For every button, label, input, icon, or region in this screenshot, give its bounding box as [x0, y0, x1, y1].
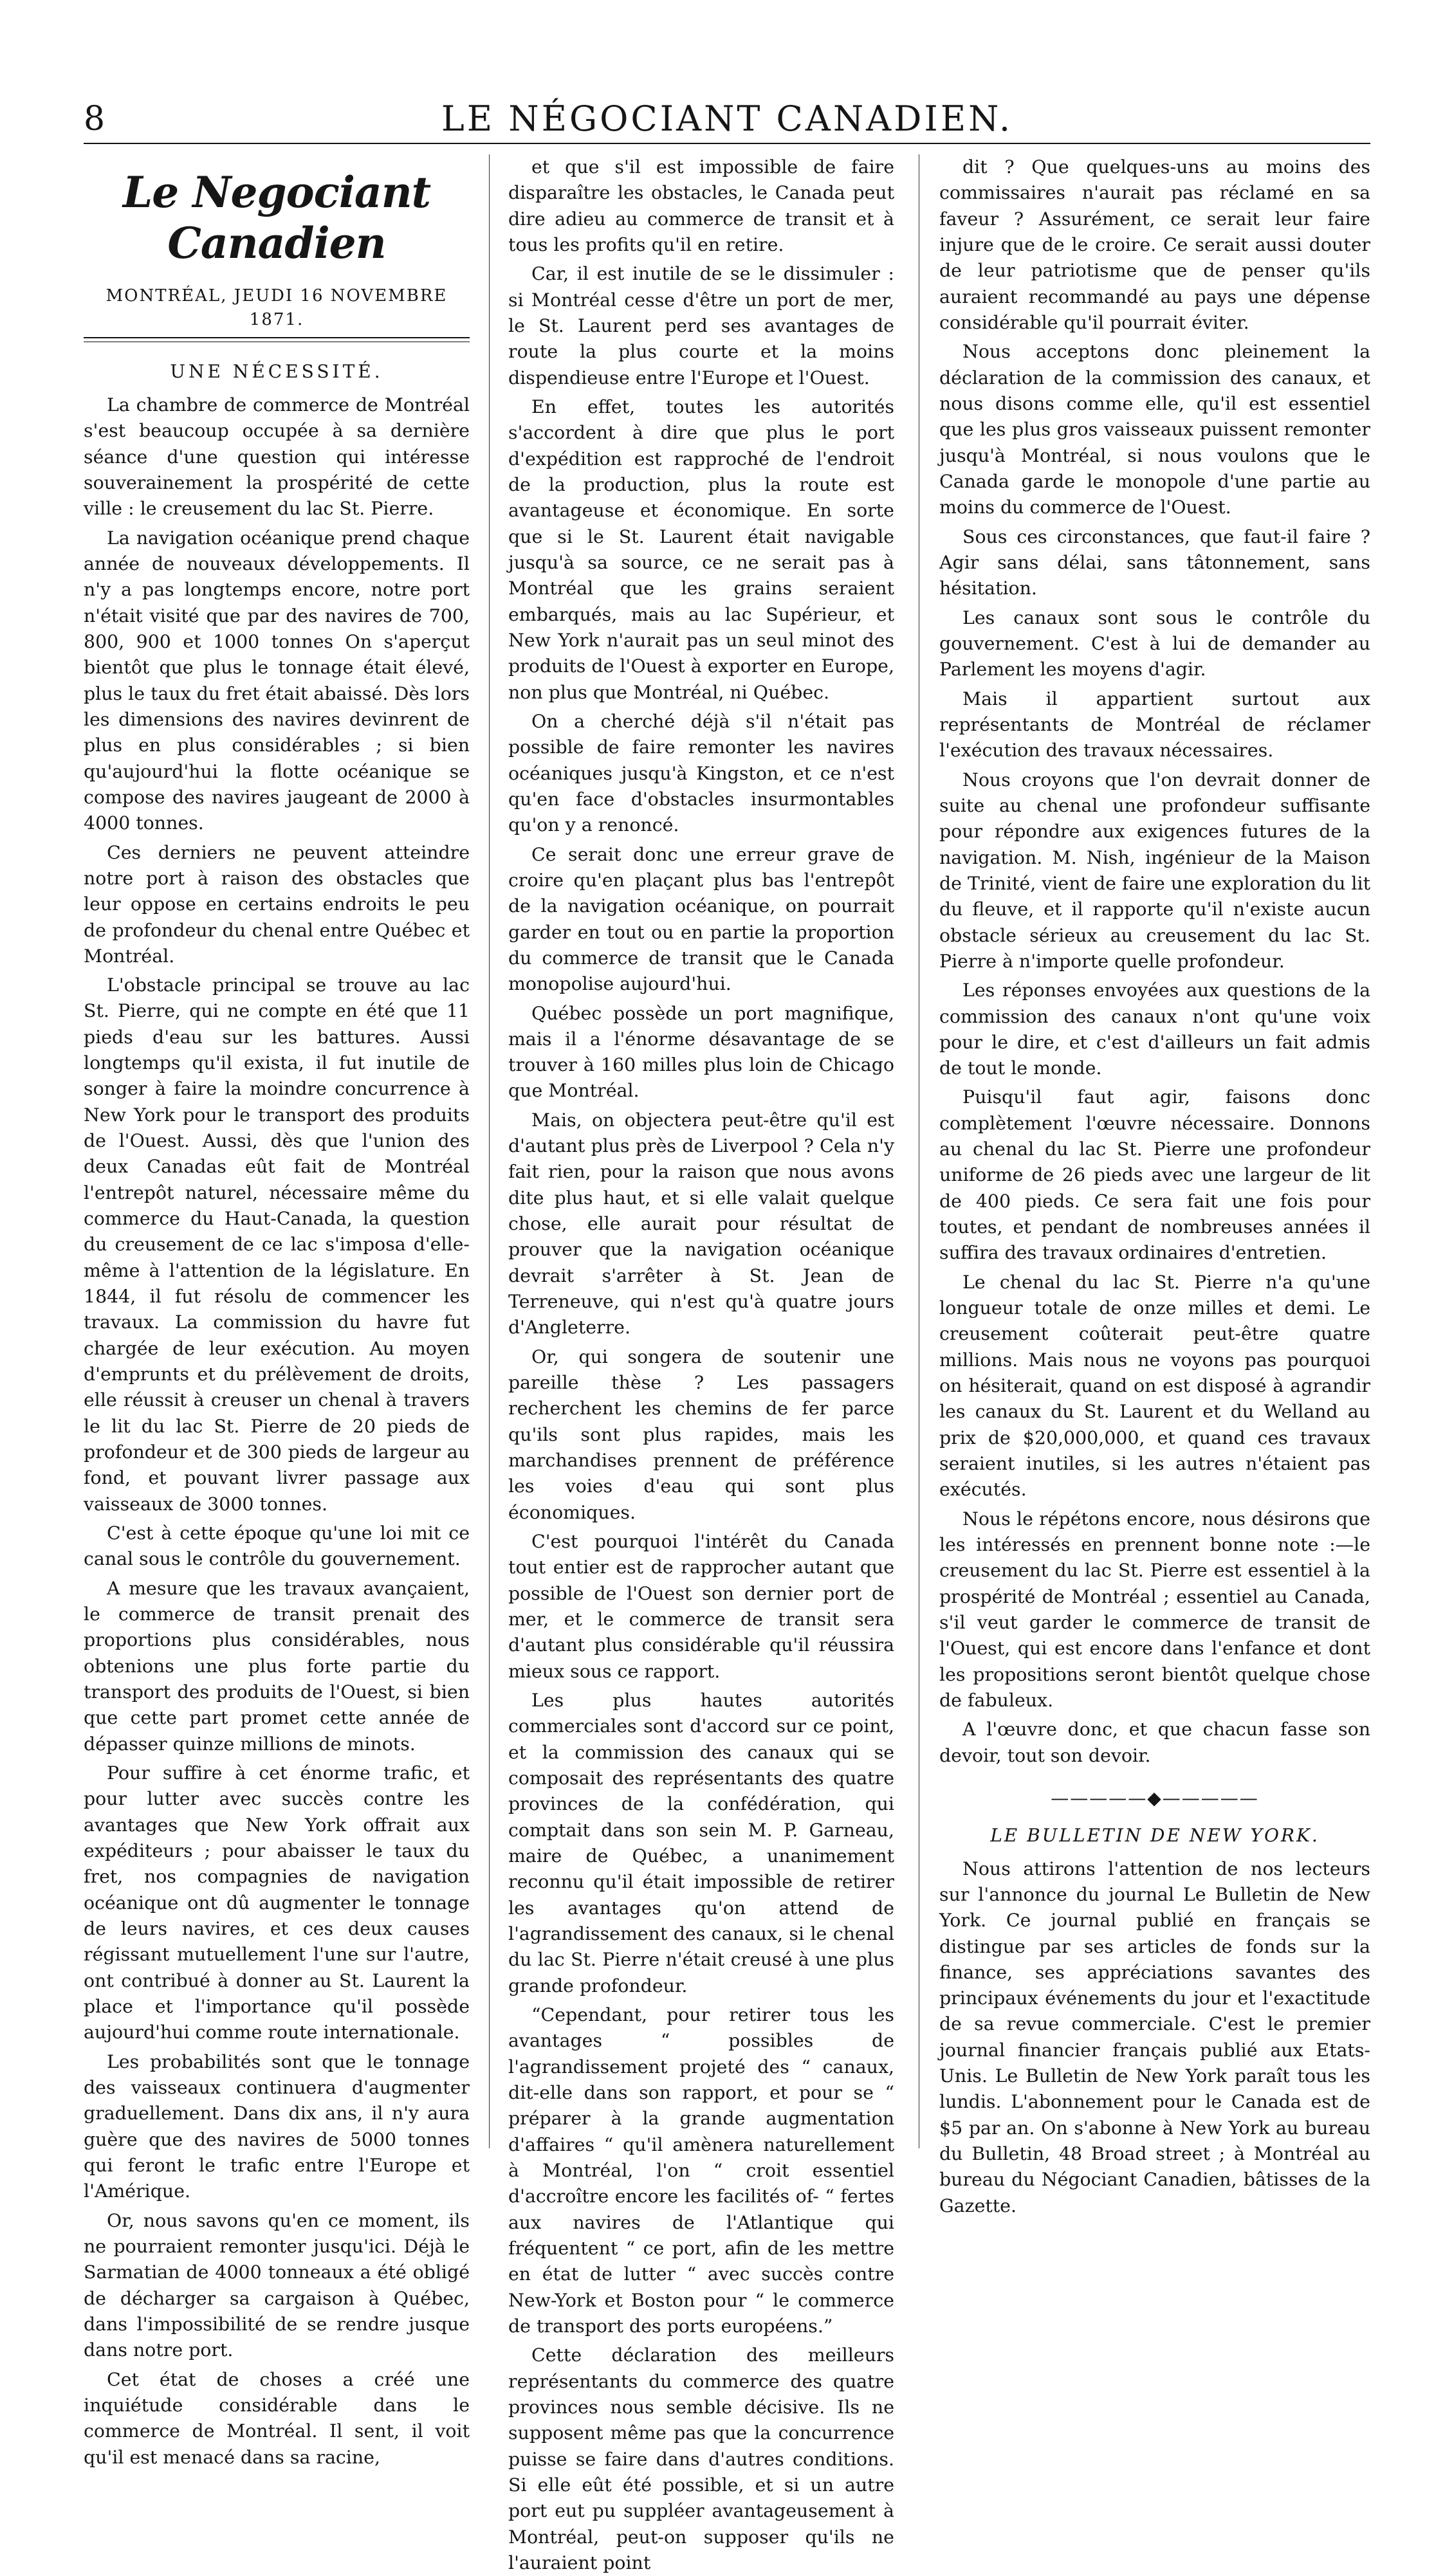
paragraph: Or, nous savons qu'en ce moment, ils ne pourraient remonter jusqu'ici. Déjà le Sarmatian de 4000 tonneaux a été obligé de décharger sa cargaison à Québec, dans l'impossibilité de se rendre jusque dans notre port.: [84, 2209, 470, 2361]
section-divider-ornament: —————◆—————: [1051, 1787, 1259, 1809]
paragraph: Cette déclaration des meilleurs représentants du commerce des quatre provinces nous semble décisive. Ils ne supposent même pas que la concurrence puisse se faire dans d'autres conditions. Si elle eût été possible, et si un autre port eut pu suppléer avantageusement à Montréal, peut-on supposer qu'ils ne l'auraient point: [508, 2344, 894, 2573]
paragraph: Nous croyons que l'on devrait donner de suite au chenal une profondeur suffisante pour répondre aux exigences futures de la navigation. M. Nish, ingénieur de la Maison de Trinité, vient de faire une exploration du lit du fleuve, et il rapporte qu'il n'existe aucun obstacle sérieux au creusement du lac St. Pierre à n'importe quelle profondeur.: [939, 769, 1370, 972]
paragraph: Les réponses envoyées aux questions de la commission des canaux n'ont qu'une voix pour le dire, et c'est d'ailleurs un fait admis de tout le monde.: [939, 980, 1370, 1079]
paragraph: C'est à cette époque qu'une loi mit ce canal sous le contrôle du gouvernement.: [84, 1522, 470, 1570]
paragraph: Les plus hautes autorités commerciales sont d'accord sur ce point, et la commission des canaux qui se composait des représentants des quatre provinces de la confédération, qui comptait dans son sein M. P. Garneau, maire de Québec, a unanimement reconnu qu'il était impossible de retirer les avantages qu'on attend de l'agrandissement des canaux, si le chenal du lac St. Pierre n'était creusé à une plus grande profondeur.: [508, 1690, 894, 1996]
page-number: 8: [84, 100, 106, 138]
paragraph: Puisqu'il faut agir, faisons donc complètement l'œuvre nécessaire. Donnons au chenal du lac St. Pierre une profondeur uniforme de 26 pieds avec une largeur de lit de 400 pieds. Ce sera fait une fois pour toutes, et pendant de nombreuses années il suffira des travaux ordinaires d'entretien.: [939, 1086, 1370, 1264]
paragraph: Ces derniers ne peuvent atteindre notre port à raison des obstacles que leur oppose en certains endroits le peu de profondeur du chenal entre Québec et Montréal.: [84, 841, 470, 967]
paragraph: Cet état de choses a créé une inquiétude considérable dans le commerce de Montréal. Il sent, il voit qu'il est menacé dans sa racine,: [84, 2368, 470, 2468]
paragraph: Car, il est inutile de se le dissimuler : si Montréal cesse d'être un port de mer, le St. Laurent perd ses avantages de route la plus courte et la moins dispendieuse entre l'Europe et l'Ouest.: [508, 263, 894, 388]
masthead-title: Le Negociant Canadien: [122, 167, 431, 269]
article-title: UNE NÉCESSITÉ.: [170, 361, 383, 383]
paragraph: Nous attirons l'attention de nos lecteurs sur l'annonce du journal Le Bulletin de New York. Ce journal publié en français se distingue par ses articles de fonds sur la finance, ses appréciations savantes des principaux événements du jour et l'exactitude de sa revue commerciale. C'est le premier journal financier français publié aux Etats-Unis. Le Bulletin de New York paraît tous les lundis. L'abonnement pour le Canada est de $5 par an. On s'abonne à New York au bureau du Bulletin, 48 Broad street ; à Montréal au bureau du Négociant Canadien, bâtisses de la Gazette.: [939, 1858, 1370, 2216]
column-2-text: [508, 154, 894, 2576]
paragraph: Les canaux sont sous le contrôle du gouvernement. C'est à lui de demander au Parlement les moyens d'agir.: [939, 607, 1370, 681]
paragraph: Mais il appartient surtout aux représentants de Montréal de réclamer l'exécution des travaux nécessaires.: [939, 688, 1370, 762]
paragraph: La chambre de commerce de Montréal s'est beaucoup occupée à sa dernière séance d'une question qui intéresse souverainement la prospérité de cette ville : le creusement du lac St. Pierre.: [84, 394, 470, 520]
paragraph: On a cherché déjà s'il n'était pas possible de faire remonter les navires océaniques jusqu'à Kingston, et ce n'est qu'en face d'obstacles insurmontables qu'on y a renoncé.: [508, 710, 894, 836]
column-rule-1: [489, 154, 490, 2148]
paragraph: Sous ces circonstances, que faut-il faire ? Agir sans délai, sans tâtonnement, sans hésitation.: [939, 525, 1370, 599]
paragraph: Nous acceptons donc pleinement la déclaration de la commission des canaux, et nous disons comme elle, qu'il est essentiel que les plus gros vaisseaux puissent remonter jusqu'à Montréal, si nous voulons que le Canada garde le monopole d'une partie au moins du commerce de l'Ouest.: [939, 341, 1370, 518]
paragraph: dit ? Que quelques-uns au moins des commissaires n'aurait pas réclamé en sa faveur ? Assurément, ce serait leur faire injure que de le croire. Ce serait aussi douter de leur patriotisme que de penser qu'ils auraient recommandé au pays une dépense considérable qu'il pourrait éviter.: [939, 156, 1370, 333]
dateline: MONTRÉAL, JEUDI 16 NOVEMBRE 1871.: [106, 286, 448, 330]
paragraph: et que s'il est impossible de faire disparaître les obstacles, le Canada peut dire adieu au commerce de transit et à tous les profits qu'il en retire.: [508, 156, 894, 255]
masthead-rule: [84, 337, 470, 342]
bulletin-text: [939, 1856, 1370, 2220]
paragraph: “Cependant, pour retirer tous les avantages “ possibles de l'agrandissement projeté des “ canaux, dit-elle dans son rapport, et pour se “ préparer à la grande augmentation d'affaires “ qu'il amènera naturellement à Montréal, l'on “ croit essentiel d'accroître encore les facilités of- “ fertes aux navires de l'Atlantique qui fréquentent “ ce port, afin de les mettre en état de lutter “ avec succès contre New-York et Boston pour “ le commerce de transport des ports européens.”: [508, 2004, 894, 2337]
paragraph: Pour suffire à cet énorme trafic, et pour lutter avec succès contre les avantages que New York offrait aux expéditeurs ; pour abaisser le taux du fret, nos compagnies de navigation océanique ont dû augmenter le tonnage de leurs navires, et ces deux causes régissant mutuellement l'une sur l'autre, ont contribué à donner au St. Laurent la place et l'importance qu'il possède aujourd'hui comme route internationale.: [84, 1762, 470, 2043]
paragraph: Nous le répétons encore, nous désirons que les intéressés en prennent bonne note :—le creusement du lac St. Pierre est essentiel à la prospérité de Montréal ; essentiel au Canada, s'il veut garder le commerce de transit de l'Ouest, qui est encore dans l'enfance et dont les propositions seront bientôt quelque chose de fabuleux.: [939, 1508, 1370, 1712]
running-header: [84, 96, 1370, 142]
paragraph: Ce serait donc une erreur grave de croire qu'en plaçant plus bas l'entrepôt de la navigation océanique, on pourrait garder en tout ou en partie la proportion du commerce de transit que le Canada monopolise aujourd'hui.: [508, 843, 894, 995]
column-2: [508, 154, 894, 2573]
paragraph: La navigation océanique prend chaque année de nouveaux développements. Il n'y a pas longtemps encore, notre port n'était visité que par des navires de 700, 800, 900 et 1000 tonnes On s'aperçut bientôt que plus le tonnage était élevé, plus le taux du fret était abaissé. Dès lors les dimensions des navires devinrent de plus en plus considérables ; si bien qu'aujourd'hui la flotte océanique se compose des navires jaugeant de 2000 à 4000 tonnes.: [84, 527, 470, 834]
column-1: [84, 154, 470, 2468]
paragraph: Or, qui songera de soutenir une pareille thèse ? Les passagers recherchent les chemins de fer parce qu'ils sont plus rapides, mais les marchandises prennent de préférence les voies d'eau qui sont plus économiques.: [508, 1346, 894, 1523]
column-3-text: [939, 154, 1370, 1769]
column-1-text: [84, 392, 470, 2471]
paragraph: A mesure que les travaux avançaient, le commerce de transit prenait des proportions plus considérables, nous obtenions une plus forte partie du transport des produits de l'Ouest, si bien que cette part promet cette année de dépasser quinze millions de minots.: [84, 1577, 470, 1755]
paragraph: Les probabilités sont que le tonnage des vaisseaux continuera d'augmenter graduellement. Dans dix ans, il n'y aura guère que des navires de 5000 tonnes qui feront le trafic entre l'Europe et l'Amérique.: [84, 2051, 470, 2202]
paragraph: C'est pourquoi l'intérêt du Canada tout entier est de rapprocher autant que possible de l'Ouest son dernier port de mer, et le commerce de transit sera d'autant plus considérable qu'il réussira mieux sous ce rapport.: [508, 1531, 894, 1682]
column-3: [939, 154, 1370, 2216]
paragraph: En effet, toutes les autorités s'accordent à dire que plus le port d'expédition est rapproché de l'endroit de la production, plus la route est avantageuse et économique. En sorte que si le St. Laurent était navigable jusqu'à sa source, ce ne serait pas à Montréal que les grains seraient embarqués, mais au lac Supérieur, et New York n'aurait pas un seul minot des produits de l'Ouest à exporter en Europe, non plus que Montréal, ni Québec.: [508, 396, 894, 703]
header-rule: [84, 143, 1370, 144]
paragraph: L'obstacle principal se trouve au lac St. Pierre, qui ne compte en été que 11 pieds d'eau sur les battures. Aussi longtemps qu'il exista, il fut inutile de songer à faire la moindre concurrence à New York pour le transport des produits de l'Ouest. Aussi, dès que l'union des deux Canadas eût fait de Montréal l'entrepôt naturel, nécessaire même du commerce du Haut-Canada, la question du creusement de ce lac s'imposa d'elle-même à l'attention de la législature. En 1844, il fut résolu de commencer les travaux. La commission du havre fut chargée de leur exécution. Au moyen d'emprunts et du prélèvement de droits, elle réussit à creuser un chenal à travers le lit du lac St. Pierre de 20 pieds de profondeur et de 300 pieds de largeur au fond, et pouvant livrer passage aux vaisseaux de 3000 tonnes.: [84, 974, 470, 1515]
bulletin-title: LE BULLETIN DE NEW YORK.: [990, 1824, 1320, 1846]
paragraph: Le chenal du lac St. Pierre n'a qu'une longueur totale de onze milles et demi. Le creusement coûterait peut-être quatre millions. Mais nous ne voyons pas pourquoi on hésiterait, quand on est disposé à agrandir les canaux du St. Laurent et du Welland au prix de $20,000,000, et quand ces travaux seraient inutiles, si les autres n'étaient pas exécutés.: [939, 1271, 1370, 1501]
running-title: LE NÉGOCIANT CANADIEN.: [441, 98, 1013, 139]
paragraph: Mais, on objectera peut-être qu'il est d'autant plus près de Liverpool ? Cela n'y fait rien, pour la raison que nous avons dite plus haut, et si elle valait quelque chose, elle aurait pour résultat de prouver que la navigation océanique devrait s'arrêter à St. Jean de Terreneuve, qui n'est qu'à quatre jours d'Angleterre.: [508, 1109, 894, 1338]
paragraph: A l'œuvre donc, et que chacun fasse son devoir, tout son devoir.: [939, 1719, 1370, 1766]
paragraph: Québec possède un port magnifique, mais il a l'énorme désavantage de se trouver à 160 milles plus loin de Chicago que Montréal.: [508, 1002, 894, 1102]
